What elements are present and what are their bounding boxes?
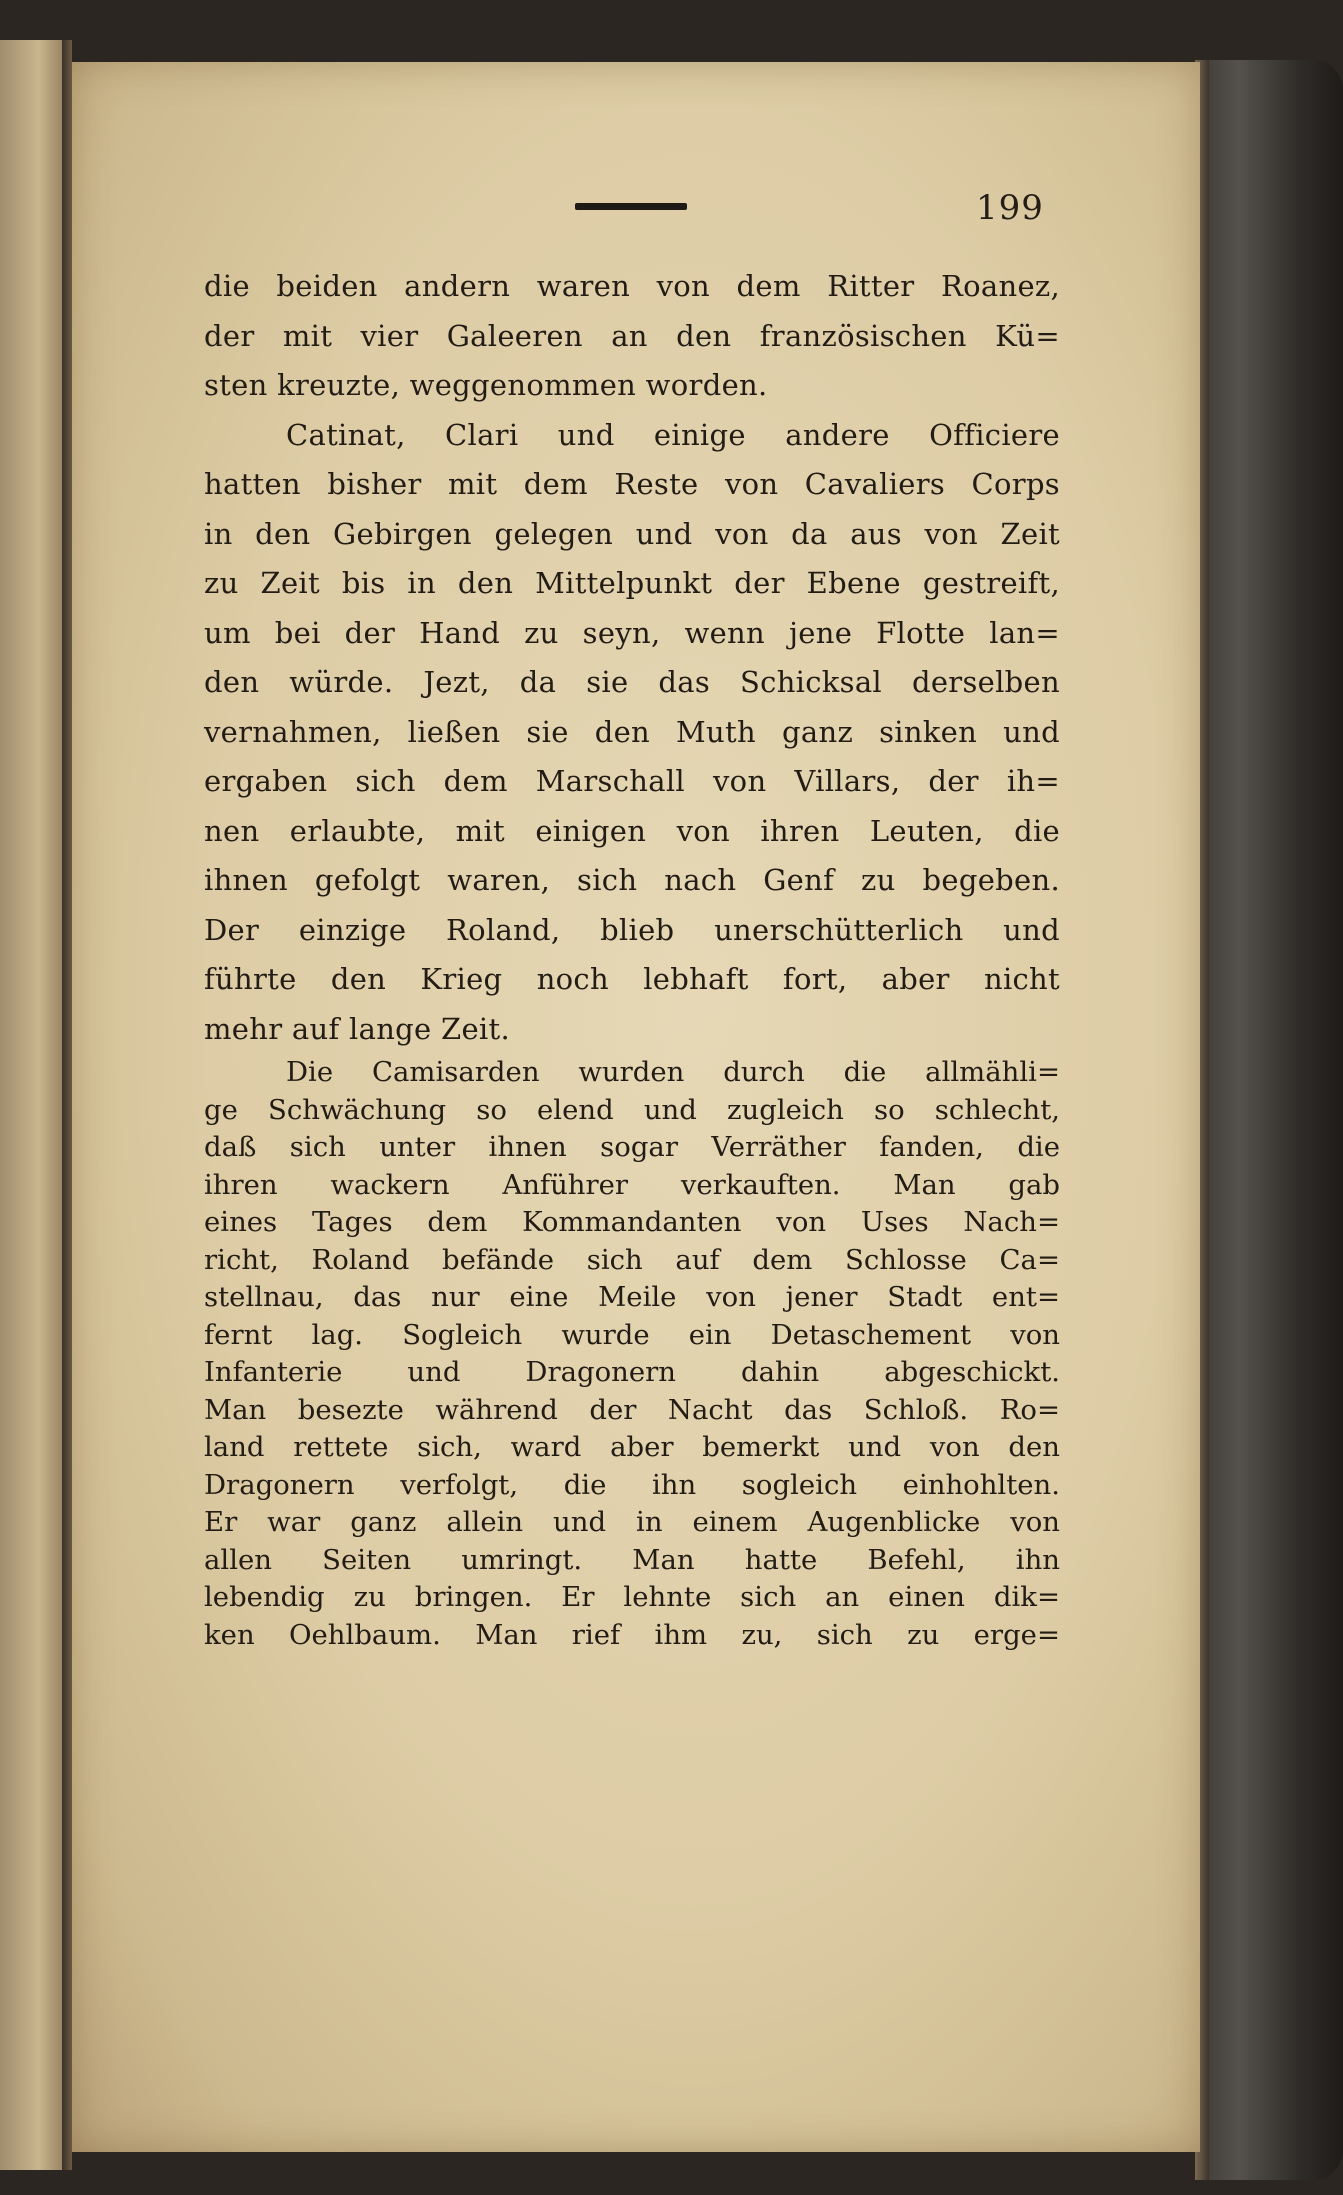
- text-line: Catinat, Clari und einige andere Officiere: [286, 417, 1060, 452]
- text-line: hatten bisher mit dem Reste von Cavaliers Corps: [204, 467, 1060, 501]
- text-line: der mit vier Galeeren an den französischen Kü=: [204, 318, 1060, 353]
- text-line: um bei der Hand zu seyn, wenn jene Flotte lan=: [204, 615, 1060, 650]
- text-line: Die Camisarden wurden durch die allmähli=: [286, 1056, 1060, 1088]
- text-line: Dragonern verfolgt, die ihn sogleich einhohlten.: [204, 1468, 1060, 1501]
- text-line: stellnau, das nur eine Meile von jener Stadt ent=: [204, 1281, 1060, 1313]
- text-line: in den Gebirgen gelegen und von da aus von Zeit: [204, 516, 1060, 551]
- text-line: Der einzige Roland, blieb unerschütterlich und: [204, 912, 1060, 947]
- text-line: zu Zeit bis in den Mittelpunkt der Ebene gestreift,: [204, 566, 1060, 600]
- text-line: eines Tages dem Kommandanten von Uses Nach=: [204, 1206, 1060, 1238]
- text-line: lebendig zu bringen. Er lehnte sich an einen dik=: [204, 1581, 1060, 1613]
- text-line: ergaben sich dem Marschall von Villars, der ih=: [204, 764, 1060, 798]
- text-line: Infanterie und Dragonern dahin abgeschickt.: [204, 1356, 1060, 1388]
- text-line: richt, Roland befände sich auf dem Schlosse Ca=: [204, 1243, 1060, 1276]
- text-line: daß sich unter ihnen sogar Verräther fanden, die: [204, 1131, 1060, 1163]
- text-line: land rettete sich, ward aber bemerkt und von den: [204, 1431, 1060, 1463]
- header-rule: [575, 203, 687, 210]
- text-line: führte den Krieg noch lebhaft fort, aber nicht: [204, 962, 1060, 996]
- text-line: Er war ganz allein und in einem Augenblicke von: [204, 1506, 1060, 1538]
- text-line: ken Oehlbaum. Man rief ihm zu, sich zu erge=: [204, 1618, 1060, 1651]
- text-line: mehr auf lange Zeit.: [204, 1011, 510, 1046]
- text-line: die beiden andern waren von dem Ritter Roanez,: [204, 269, 1060, 303]
- text-line: Man besezte während der Nacht das Schloß. Ro=: [204, 1393, 1060, 1426]
- text-line: ihnen gefolgt waren, sich nach Genf zu begeben.: [204, 863, 1060, 897]
- text-line: nen erlaubte, mit einigen von ihren Leuten, die: [204, 813, 1060, 848]
- book-cover: [1195, 60, 1343, 2180]
- text-line: fernt lag. Sogleich wurde ein Detaschement von: [204, 1318, 1060, 1351]
- facing-page-edge: [0, 40, 70, 2170]
- text-line: allen Seiten umringt. Man hatte Befehl, ihn: [204, 1543, 1060, 1576]
- text-line: vernahmen, ließen sie den Muth ganz sinken und: [204, 714, 1060, 749]
- text-line: ihren wackern Anführer verkauften. Man gab: [204, 1168, 1060, 1201]
- page-number: 199: [976, 188, 1044, 228]
- text-line: den würde. Jezt, da sie das Schicksal derselben: [204, 665, 1060, 699]
- text-block-1: [204, 262, 1060, 1054]
- text-line: ge Schwächung so elend und zugleich so schlecht,: [204, 1093, 1060, 1126]
- text-line: sten kreuzte, weggenommen worden.: [204, 368, 768, 402]
- book-gutter: [62, 40, 72, 2170]
- page-text: [204, 262, 1060, 1654]
- text-block-2: [204, 1054, 1060, 1654]
